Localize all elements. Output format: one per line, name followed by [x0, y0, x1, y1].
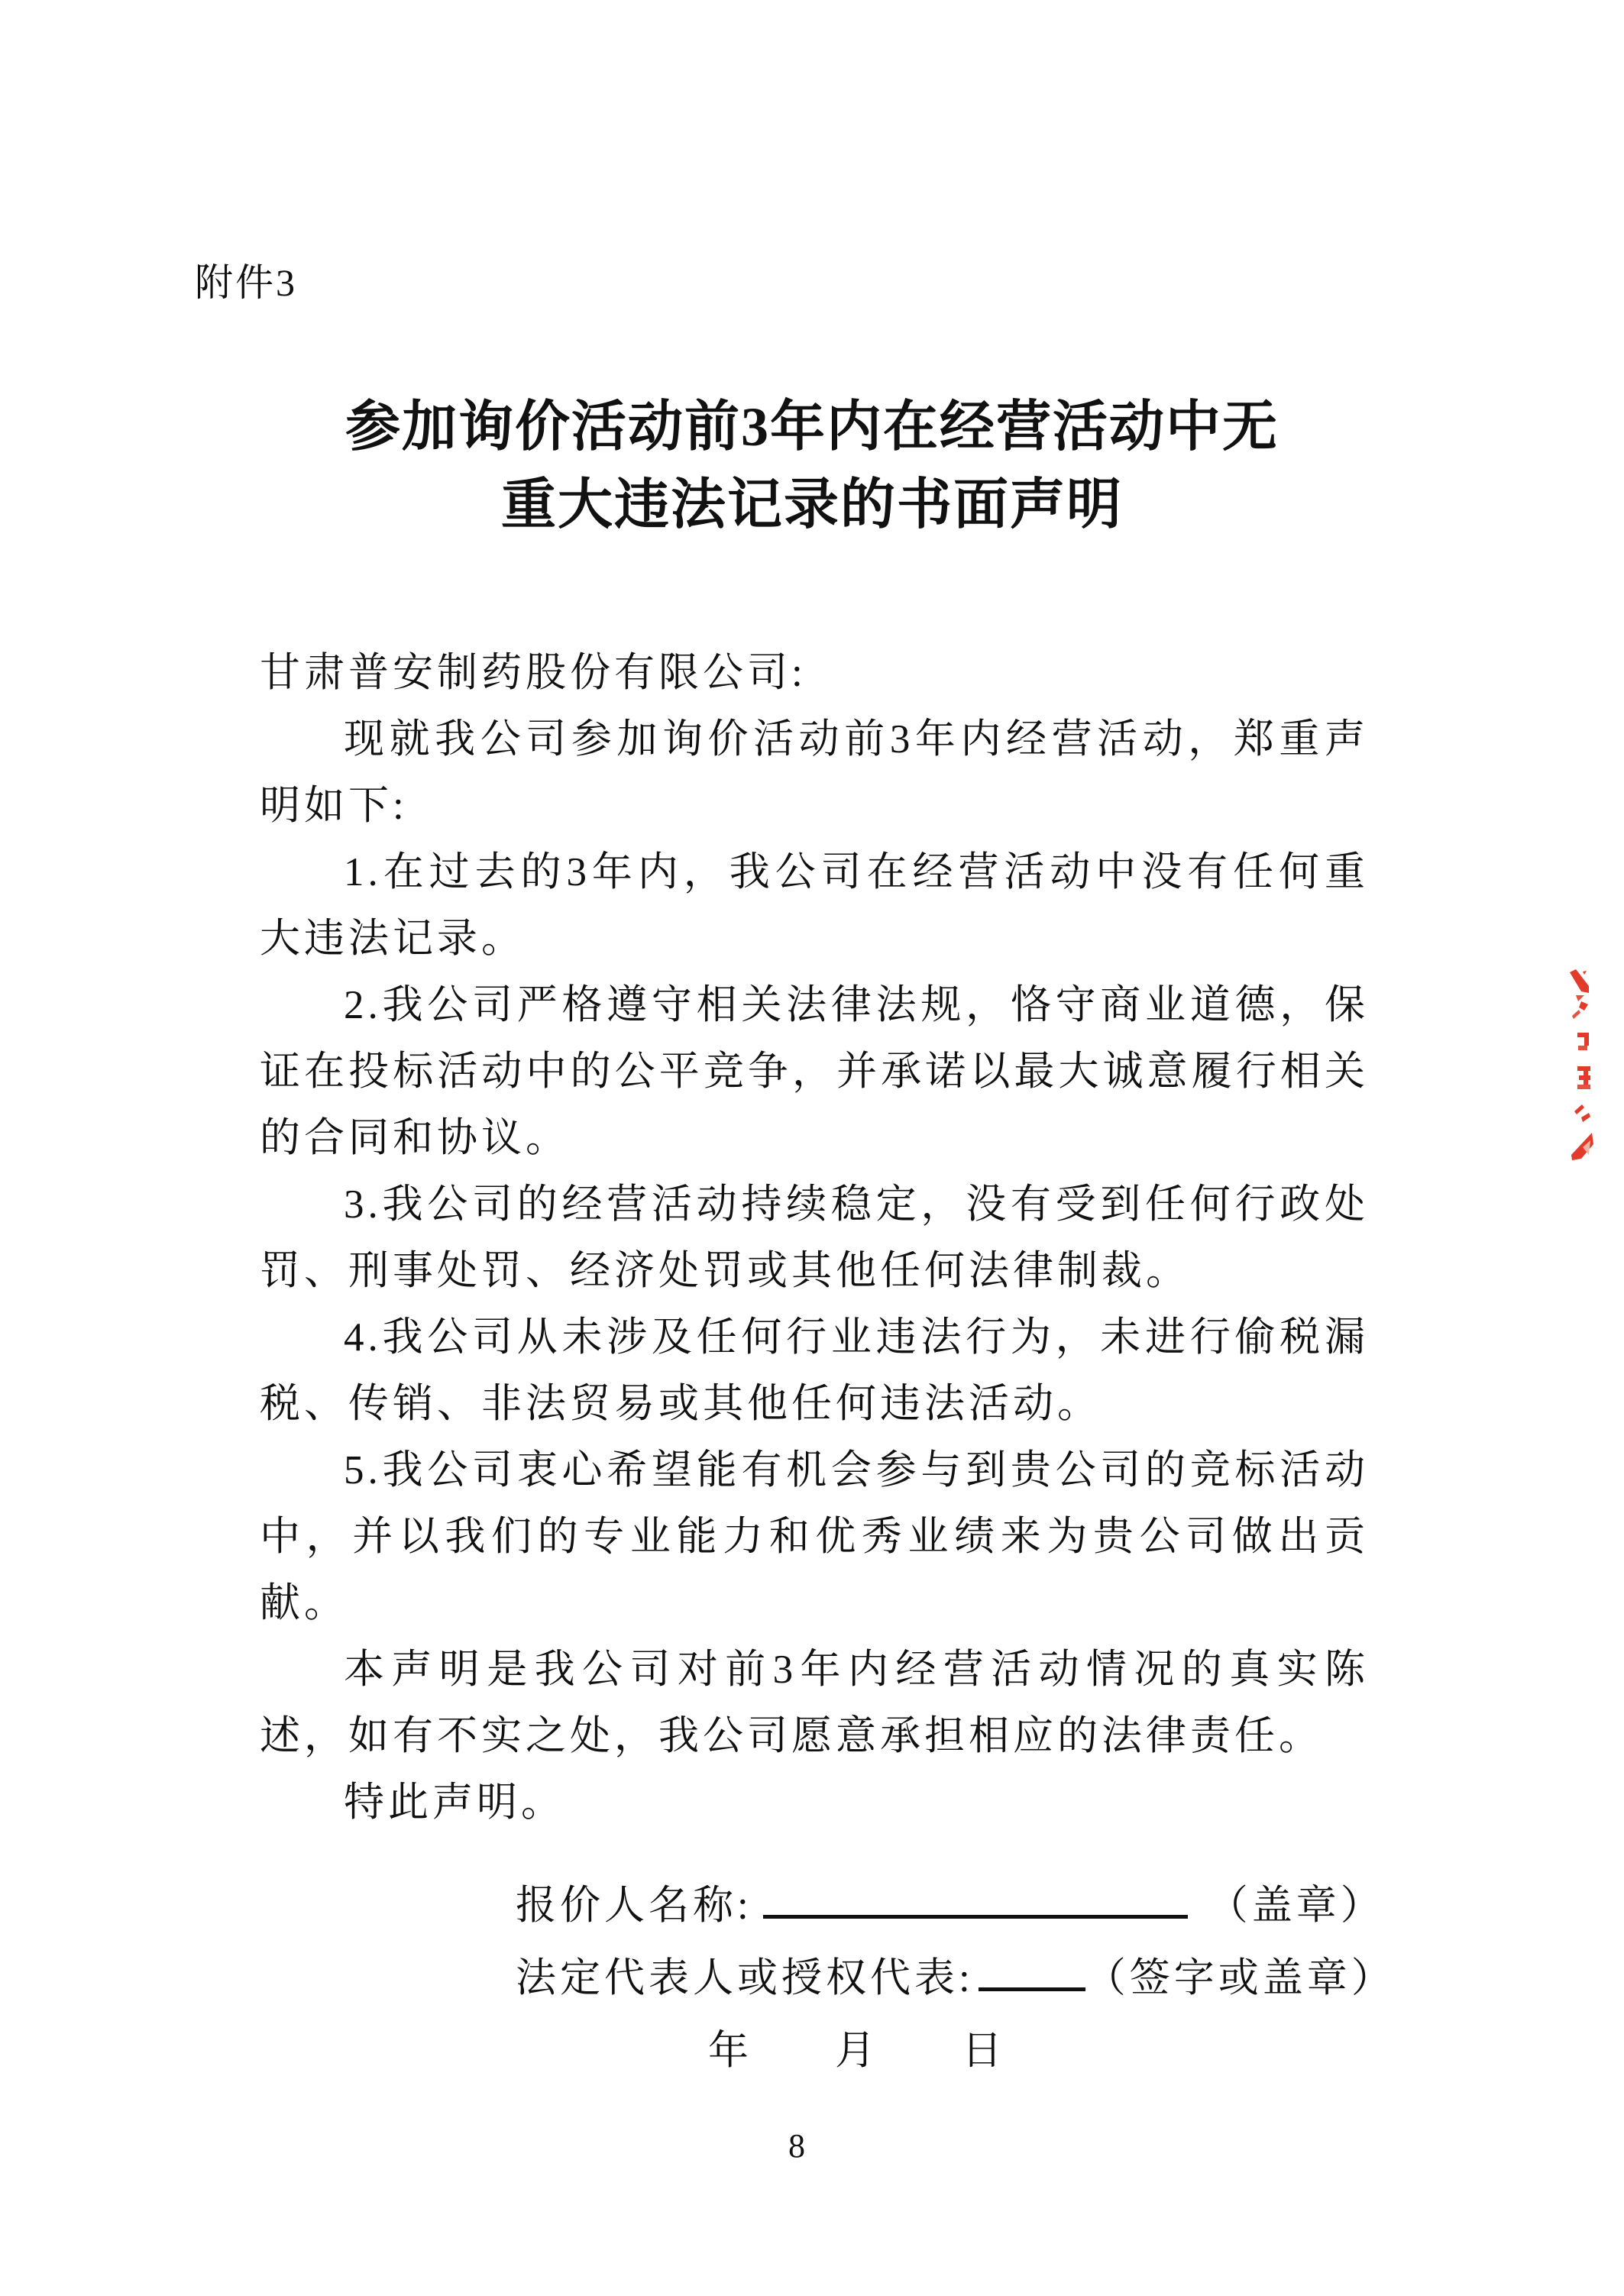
date-year-label: 年 — [708, 2029, 752, 2073]
title-line-1: 参加询价活动前3年内在经营活动中无 — [345, 396, 1279, 458]
paragraph-1: 1.在过去的3年内，我公司在经营活动中没有任何重大违法记录。 — [260, 850, 1369, 961]
paragraph-intro: 现就我公司参加询价活动前3年内经营活动，郑重声明如下: — [260, 717, 1369, 828]
paragraph-5: 5.我公司衷心希望能有机会参与到贵公司的竞标活动中，并以我们的专业能力和优秀业绩来为贵公司做出贡献。 — [260, 1448, 1369, 1625]
date-line — [708, 2015, 1396, 2087]
page-number: 8 — [788, 2127, 805, 2165]
attachment-label: 附件3 — [195, 261, 297, 304]
bidder-name-label: 报价人名称: — [516, 1884, 752, 1928]
bidder-name-blank — [763, 1877, 1188, 1919]
date-month-label: 月 — [835, 2029, 879, 2073]
paragraph-closing: 特此声明。 — [344, 1780, 565, 1825]
document-body — [260, 640, 1369, 1836]
salutation: 甘肃普安制药股份有限公司: — [260, 651, 807, 695]
document-title — [0, 388, 1624, 544]
paragraph-4: 4.我公司从未涉及任何行业违法行为，未进行偷税漏税、传销、非法贸易或其他任何违法活动。 — [260, 1315, 1369, 1426]
paragraph-2: 2.我公司严格遵守相关法律法规，恪守商业道德，保证在投标活动中的公平竞争，并承诺以最大诚意履行相关的合同和协议。 — [260, 983, 1369, 1160]
bidder-name-line — [516, 1870, 1396, 1942]
signature-block — [516, 1870, 1396, 2087]
representative-label: 法定代表人或授权代表: — [516, 1956, 974, 2000]
bidder-seal-note: （盖章） — [1207, 1884, 1385, 1928]
title-line-2: 重大违法记录的书面声明 — [500, 474, 1123, 535]
representative-blank — [979, 1949, 1085, 1991]
date-day-label: 日 — [962, 2029, 1006, 2073]
paragraph-3: 3.我公司的经营活动持续稳定，没有受到任何行政处罚、刑事处罚、经济处罚或其他任何法律制裁。 — [260, 1182, 1369, 1293]
representative-line — [516, 1942, 1396, 2015]
red-stamp-fragments-icon — [1566, 966, 1597, 1165]
paragraph-statement: 本声明是我公司对前3年内经营活动情况的真实陈述，如有不实之处，我公司愿意承担相应的法律责任。 — [260, 1648, 1369, 1758]
representative-seal-note: （签字或盖章） — [1085, 1956, 1396, 2000]
